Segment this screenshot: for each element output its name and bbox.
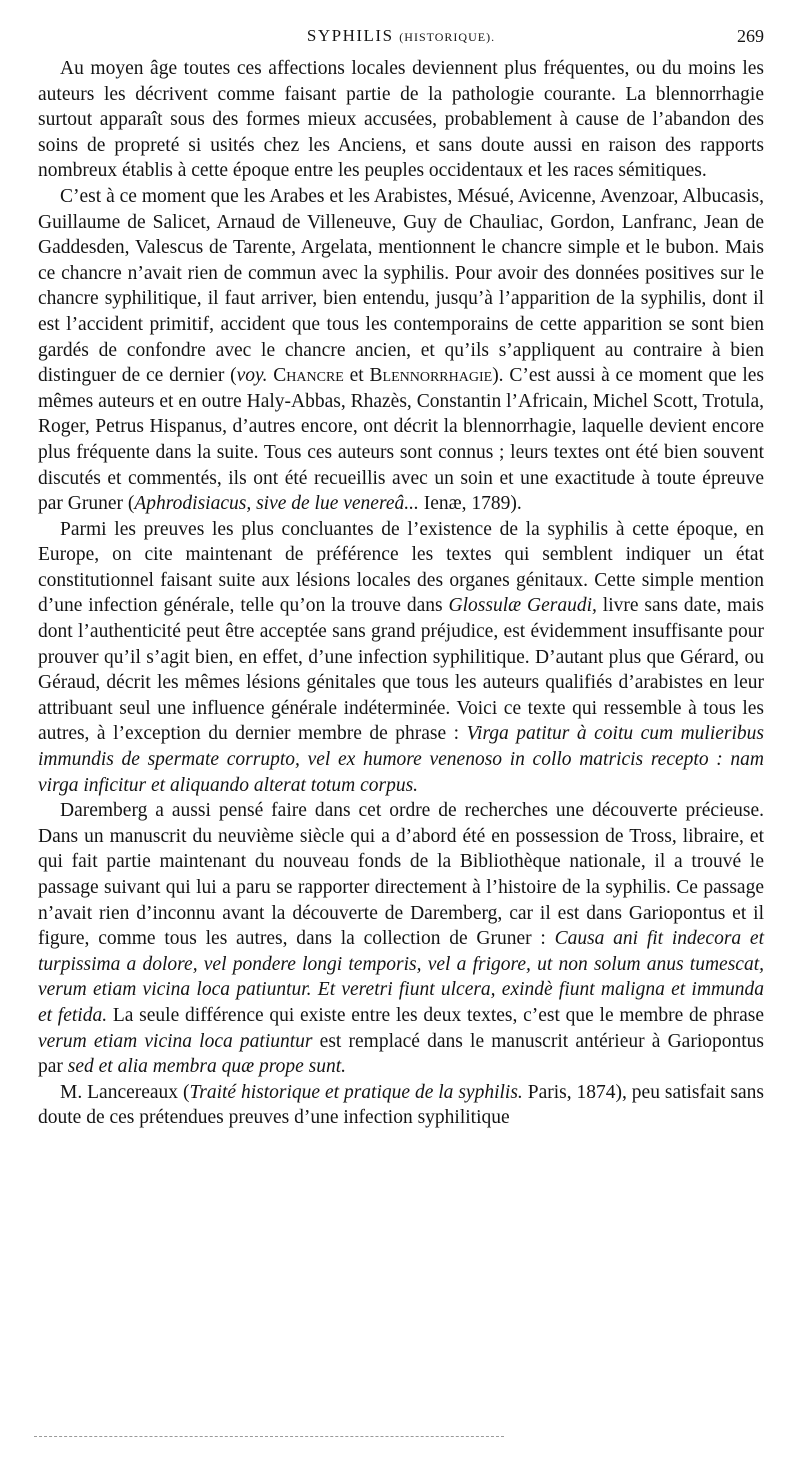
- p5-italic-title: Traité historique et pratique de la syphilis.: [189, 1081, 523, 1103]
- p2-et: et: [343, 365, 370, 387]
- footer-rule: [34, 1436, 504, 1437]
- running-head: [38, 26, 764, 56]
- p5-text-b: Paris, 1874), peu satisfait sans doute de ces prétendues preuves d’une infection syphilitique: [38, 1081, 765, 1129]
- p4-text-b: La seule différence qui existe entre les deux textes, c’est que le membre de phrase: [107, 1004, 765, 1026]
- p3-italic-glossulae: Glossulæ Geraudi,: [448, 595, 597, 617]
- body-text: [38, 56, 764, 1131]
- p2-italic-title: Aphrodisiacus, sive de lue venereâ...: [134, 493, 419, 515]
- p5-text-a: M. Lancereaux (: [60, 1081, 190, 1103]
- p2-text-c: Ienæ, 1789).: [418, 493, 522, 515]
- running-subtitle: (HISTORIQUE).: [399, 30, 496, 44]
- p3-text-a: Parmi les preuves les plus concluantes de l’existence de la syphilis à cette époque, en Europe, on cite maintenant de préférence les textes qui semblent indiquer un état constitutionnel faisant suite aux lésions locales des organes génitaux. Cette simple mention d’une infection générale, telle qu’on la trouve dans: [38, 518, 764, 617]
- page: [38, 26, 764, 1131]
- p4-text-a: Daremberg a aussi pensé faire dans cet ordre de recherches une découverte précieuse. Dans un manuscrit du neuvième siècle qui a d’abord été en possession de Tross, libraire, et qui fait partie maintenant du nouveau fonds de la Bibliothèque nationale, il a trouvé le passage suivant qui lui a paru se rapporter directement à l’histoire de la syphilis. Ce passage n’avait rien d’inconnu avant la découverte de Daremberg, car il est dans Gariopontus et il figure, comme tous les autres, dans la collection de Gruner :: [38, 800, 764, 950]
- p2-voy: voy.: [236, 365, 268, 387]
- p2-ref-chancre: Chancre: [273, 365, 344, 387]
- p4-italic-phrase: verum etiam vicina loca patiuntur: [38, 1030, 313, 1052]
- paragraph-4: [38, 798, 764, 1080]
- running-title: SYPHILIS: [306, 26, 394, 45]
- paragraph-3: [38, 517, 764, 799]
- paragraph-1: Au moyen âge toutes ces affections locales deviennent plus fréquentes, ou du moins les auteurs les décrivent comme faisant partie de la pathologie courante. La blennorrhagie surtout apparaît sous des formes mieux accusées, probablement à cause de l’abandon des soins de propreté si usités chez les Anciens, et sans doute aussi en raison des rapports nombreux établis à cette époque entre les peuples occidentaux et les races sémitiques.: [38, 58, 764, 182]
- p4-italic-replacement: sed et alia membra quæ prope sunt.: [67, 1056, 346, 1078]
- p4-text-c: est remplacé dans le manuscrit antérieur à Gariopontus par: [38, 1030, 764, 1078]
- p2-ref-blennorrhagie: Blennorrhagie: [369, 365, 493, 387]
- p3-text-b: livre sans date, mais dont l’authenticité peut être acceptée sans grand préjudice, est évidemment insuffisante pour prouver qu’il s’agit bien, en effet, d’une infection syphilitique. D’autant plus que Gérard, ou Géraud, décrit les mêmes lésions génitales que tous les auteurs qualifiés d’arabistes en leur attribuant seul une influence générale indéterminée. Voici ce texte qui ressemble à tous les autres, à l’exception du dernier membre de phrase :: [38, 595, 764, 745]
- page-number: 269: [737, 26, 764, 46]
- p2-text-b: ). C’est aussi à ce moment que les mêmes auteurs et en outre Haly-Abbas, Rhazès, Constantin l’Africain, Michel Scott, Trotula, Roger, Petrus Hispanus, d’autres encore, ont décrit la blennorrhagie, laquelle devient encore plus fréquente dans la suite. Tous ces auteurs sont connus ; leurs textes ont été bien souvent discutés et commentés, ils ont été recueillis avec un soin et une exactitude à toute épreuve par Gruner (: [38, 365, 764, 515]
- p3-italic-quote: Virga patitur à coitu cum mulieribus immundis de spermate corrupto, vel ex humore venenoso in collo matricis recepto : nam virga inficitur et aliquando alterat totum corpus.: [38, 723, 765, 796]
- p4-italic-quote: Causa ani fit indecora et turpissima a dolore, vel pondere longi temporis, vel a frigore, ut non solum anus tumescat, verum etiam vicina loca patiuntur. Et veretri fiunt ulcera, exindè fiunt maligna et immunda et fetida.: [38, 928, 765, 1026]
- paragraph-5: [38, 1080, 764, 1131]
- p2-text-a: C’est à ce moment que les Arabes et les Arabistes, Mésué, Avicenne, Avenzoar, Albucasis, Guillaume de Salicet, Arnaud de Villeneuve, Guy de Chauliac, Gordon, Lanfranc, Jean de Gaddesden, Valescus de Tarente, Argelata, mentionnent le chancre simple et le bubon. Mais ce chancre n’avait rien de commun avec la syphilis. Pour avoir des données positives sur le chancre syphilitique, il faut arriver, bien entendu, jusqu’à l’apparition de la syphilis, dont il est l’accident primitif, accident que tous les contemporains de cette apparition se sont bien gardés de confondre avec le chancre ancien, et qu’ils s’appliquent au contraire à bien distinguer de ce dernier (: [38, 185, 764, 387]
- paragraph-2: [38, 184, 764, 517]
